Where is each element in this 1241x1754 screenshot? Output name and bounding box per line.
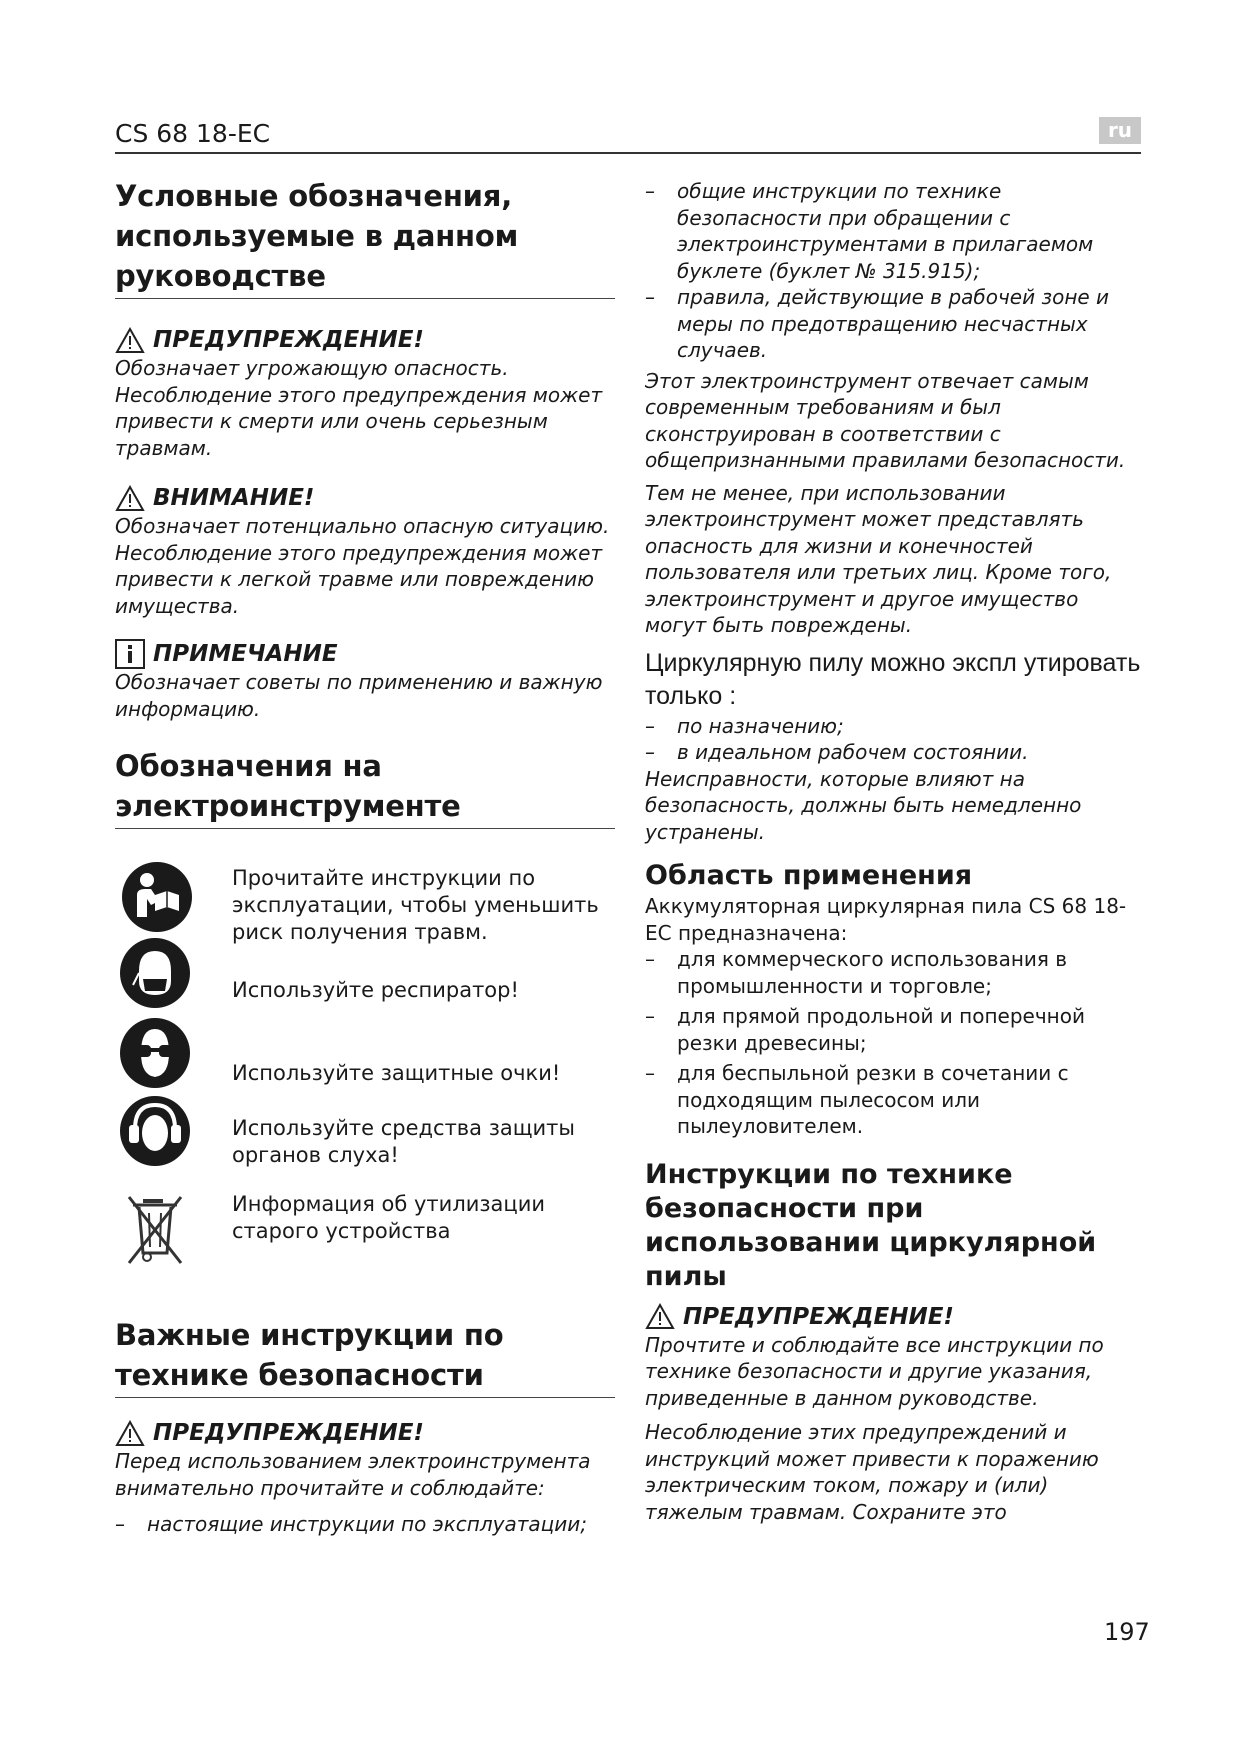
symbol-text-safety-glasses: Используйте защитные очки!	[232, 1061, 561, 1085]
bullet-dash: –	[645, 179, 655, 203]
warning-heading	[115, 325, 615, 355]
hearing-protection-icon	[119, 1095, 191, 1167]
left-column	[115, 176, 615, 1538]
section-title-tool-symbols: Обозначения на электроинструменте	[115, 746, 615, 829]
application-bullet-dustfree	[645, 1060, 1143, 1140]
bullet-general-rules	[645, 178, 1143, 284]
warning3-description: Прочтите и соблюдайте все инструкции по технике безопасности и другие указания, приведенные в данном руководстве.	[645, 1332, 1104, 1410]
header-divider	[115, 152, 1141, 154]
bullet-condition	[645, 739, 1143, 766]
note-description: Обозначает советы по применению и важную информацию.	[115, 670, 603, 721]
symbol-row-read-manual	[115, 866, 615, 944]
paragraph-hazards: Тем не менее, при использовании электроинструмент может представлять опасность для жизни и конечностей пользователя или третьих лиц. Кроме того, электроинструмент и другое имущество могут быть повреждены.	[645, 480, 1112, 637]
bullet-general-rules-text: общие инструкции по технике безопасности при обращении с электроинструментами в прилагаемом буклете (буклет № 315.915);	[677, 179, 1094, 283]
note-label: ПРИМЕЧАНИЕ	[153, 641, 338, 667]
application-bullet-commercial-text: для коммерческого использования в промышленности и торговле;	[677, 947, 1068, 998]
bullet-workplace-rules	[645, 284, 1143, 364]
warning-triangle-icon	[115, 1420, 145, 1447]
symbol-row-respirator	[115, 941, 615, 1021]
section-title-saw-safety: Инструкции по технике безопасности при использовании циркулярной пилы	[645, 1158, 1097, 1292]
header-model: CS 68 18-EC	[115, 119, 271, 148]
caution-heading	[115, 483, 615, 513]
application-intro: Аккумуляторная циркулярная пила CS 68 18-EC предназначена:	[645, 894, 1127, 945]
bullet-purpose-text: по назначению;	[677, 713, 844, 738]
symbol-text-hearing: Используйте средства защиты органов слуха!	[232, 1116, 575, 1167]
warning-triangle-icon	[115, 327, 145, 354]
paragraph-defects: Неисправности, которые влияют на безопасность, должны быть немедленно устранены.	[645, 766, 1082, 844]
paragraph-noncompliance: Несоблюдение этих предупреждений и инструкций может привести к поражению электрическим током, пожару и (или) тяжелым травмам. Сохраните это	[645, 1420, 1099, 1524]
bullet-dash: –	[645, 740, 655, 764]
bullet-dash: –	[645, 947, 655, 971]
warning2-heading	[115, 1418, 615, 1448]
section-title-application: Область применения	[645, 860, 973, 891]
caution-description: Обозначает потенциально опасную ситуацию. Несоблюдение этого предупреждения может привести к легкой травме или повреждению имущества.	[115, 514, 610, 618]
bullet-dash: –	[115, 1512, 125, 1536]
bullet-manual-text: настоящие инструкции по эксплуатации;	[147, 1512, 587, 1536]
application-bullet-cutting-text: для прямой продольной и поперечной резки древесины;	[677, 1004, 1085, 1055]
caution-triangle-icon	[115, 485, 145, 512]
warning2-label: ПРЕДУПРЕЖДЕНИЕ!	[153, 1420, 424, 1446]
bullet-dash: –	[645, 1061, 655, 1085]
page-number: 197	[1104, 1618, 1150, 1646]
bullet-dash: –	[645, 713, 655, 738]
warning2-description: Перед использованием электроинструмента внимательно прочитайте и соблюдайте:	[115, 1449, 591, 1500]
right-column	[645, 178, 1143, 1525]
warning-label: ПРЕДУПРЕЖДЕНИЕ!	[153, 327, 424, 353]
bullet-purpose	[645, 713, 1143, 740]
warning-description: Обозначает угрожающую опасность. Несоблюдение этого предупреждения может привести к смерти или очень серьезным травмам.	[115, 356, 603, 460]
paragraph-saw-use: Циркулярную пилу можно экспл утировать только :	[645, 648, 1141, 710]
symbol-text-disposal: Информация об утилизации старого устройства	[232, 1192, 546, 1243]
caution-label: ВНИМАНИЕ!	[153, 485, 315, 511]
warning-triangle-icon	[645, 1303, 675, 1330]
bullet-condition-text: в идеальном рабочем состоянии.	[677, 740, 1029, 764]
warning3-heading	[645, 1302, 1143, 1332]
symbol-text-respirator: Используйте респиратор!	[232, 978, 519, 1002]
symbol-text-read-manual: Прочитайте инструкции по эксплуатации, чтобы уменьшить риск получения травм.	[232, 866, 599, 944]
language-badge: ru	[1099, 117, 1141, 144]
warning3-label: ПРЕДУПРЕЖДЕНИЕ!	[683, 1303, 954, 1330]
note-heading	[115, 639, 615, 669]
symbol-row-safety-glasses	[115, 1021, 615, 1097]
section-title-symbols-in-manual: Условные обозначения, используемые в данном руководстве	[115, 176, 615, 299]
bullet-dash: –	[645, 285, 655, 309]
bullet-workplace-rules-text: правила, действующие в рабочей зоне и меры по предотвращению несчастных случаев.	[677, 285, 1110, 362]
application-bullet-commercial	[645, 946, 1143, 999]
section-title-important-safety: Важные инструкции по технике безопасности	[115, 1315, 615, 1398]
bullet-dash: –	[645, 1004, 655, 1028]
application-bullet-cutting	[645, 1003, 1143, 1056]
disposal-icon	[119, 1193, 191, 1269]
safety-glasses-icon	[119, 1017, 191, 1089]
paragraph-state-of-art: Этот электроинструмент отвечает самым современным требованиям и был сконструирован в соответствии с общепризнанными правилами безопасности.	[645, 368, 1126, 472]
application-bullet-dustfree-text: для беспыльной резки в сочетании с подходящим пылесосом или пылеуловителем.	[677, 1061, 1069, 1138]
read-manual-icon	[121, 861, 193, 933]
respirator-icon	[119, 937, 191, 1009]
bullet-manual	[115, 1511, 615, 1538]
info-icon	[115, 639, 145, 669]
symbol-row-hearing	[115, 1097, 615, 1199]
symbol-row-disposal	[115, 1192, 615, 1315]
